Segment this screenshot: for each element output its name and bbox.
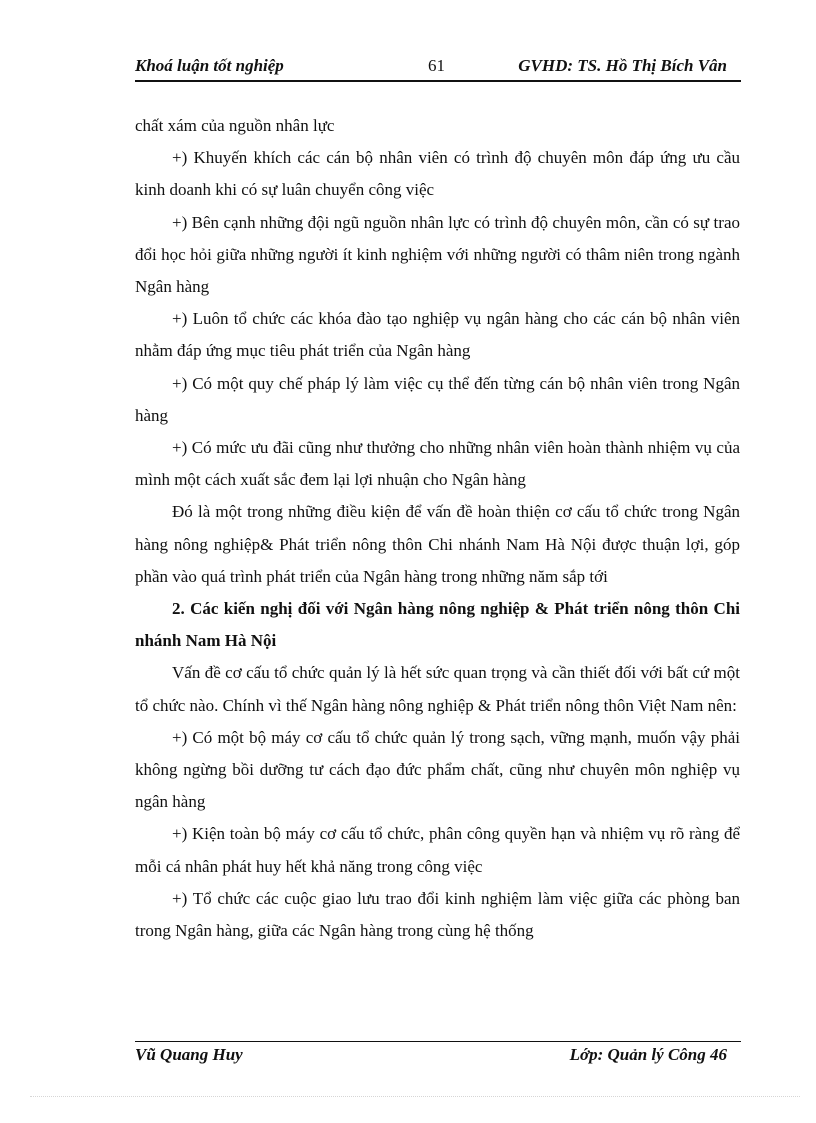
- paragraph: Đó là một trong những điều kiện để vấn đề hoàn thiện cơ cấu tổ chức trong Ngân hàng nông nghiệp& Phát triển nông thôn Chi nhánh Nam Hà Nội được thuận lợi, góp phần vào quá trình phát triển của Ngân hàng trong những năm sắp tới: [135, 502, 740, 586]
- paragraph: Vấn đề cơ cấu tổ chức quản lý là hết sức quan trọng và cần thiết đối với bất cứ một tổ chức nào. Chính vì thế Ngân hàng nông nghiệp & Phát triển nông thôn Việt Nam nên:: [135, 663, 740, 715]
- page-footer: [135, 1045, 741, 1069]
- paragraph: +) Khuyến khích các cán bộ nhân viên có trình độ chuyên môn đáp ứng ưu cầu kinh doanh khi có sự luân chuyển công việc: [135, 148, 740, 200]
- paragraph: +) Luôn tổ chức các khóa đào tạo nghiệp vụ ngân hàng cho các cán bộ nhân viên nhằm đáp ứng mục tiêu phát triển của Ngân hàng: [135, 309, 740, 361]
- document-title: Khoá luận tốt nghiệp: [135, 56, 284, 75]
- footer-rule: [135, 1041, 741, 1042]
- paragraph: +) Có mức ưu đãi cũng như thưởng cho những nhân viên hoàn thành nhiệm vụ của mình một cách xuất sắc đem lại lợi nhuận cho Ngân hàng: [135, 438, 740, 490]
- page-number: 61: [428, 56, 445, 75]
- paragraph: chất xám của nguồn nhân lực: [135, 116, 335, 135]
- advisor-name: GVHD: TS. Hồ Thị Bích Vân: [518, 56, 727, 75]
- class-label: Lớp: Quản lý Công 46: [569, 1045, 727, 1064]
- page-edge-divider: [30, 1096, 800, 1097]
- paragraph: +) Có một bộ máy cơ cấu tổ chức quản lý trong sạch, vững mạnh, muốn vậy phải không ngừng bồi dưỡng tư cách đạo đức phẩm chất, cũng như chuyên môn nghiệp vụ ngân hàng: [135, 727, 740, 812]
- body-text: [135, 110, 740, 947]
- paragraph: +) Tổ chức các cuộc giao lưu trao đổi kinh nghiệm làm việc giữa các phòng ban trong Ngân hàng, giữa các Ngân hàng trong cùng hệ thống: [135, 888, 740, 941]
- paragraph: +) Kiện toàn bộ máy cơ cấu tổ chức, phân công quyền hạn và nhiệm vụ rõ ràng để mỗi cá nhân phát huy hết khả năng trong công việc: [135, 824, 740, 876]
- page-header: [135, 56, 741, 80]
- section-heading: 2. Các kiến nghị đối với Ngân hàng nông nghiệp & Phát triển nông thôn Chi nhánh Nam Hà Nội: [135, 599, 740, 651]
- paragraph: +) Bên cạnh những đội ngũ nguồn nhân lực có trình độ chuyên môn, cần có sự trao đổi học hỏi giữa những người ít kinh nghiệm với những người có thâm niên trong ngành Ngân hàng: [135, 212, 740, 297]
- paragraph: +) Có một quy chế pháp lý làm việc cụ thể đến từng cán bộ nhân viên trong Ngân hàng: [135, 373, 740, 425]
- header-rule: [135, 80, 741, 82]
- author-name: Vũ Quang Huy: [135, 1045, 243, 1064]
